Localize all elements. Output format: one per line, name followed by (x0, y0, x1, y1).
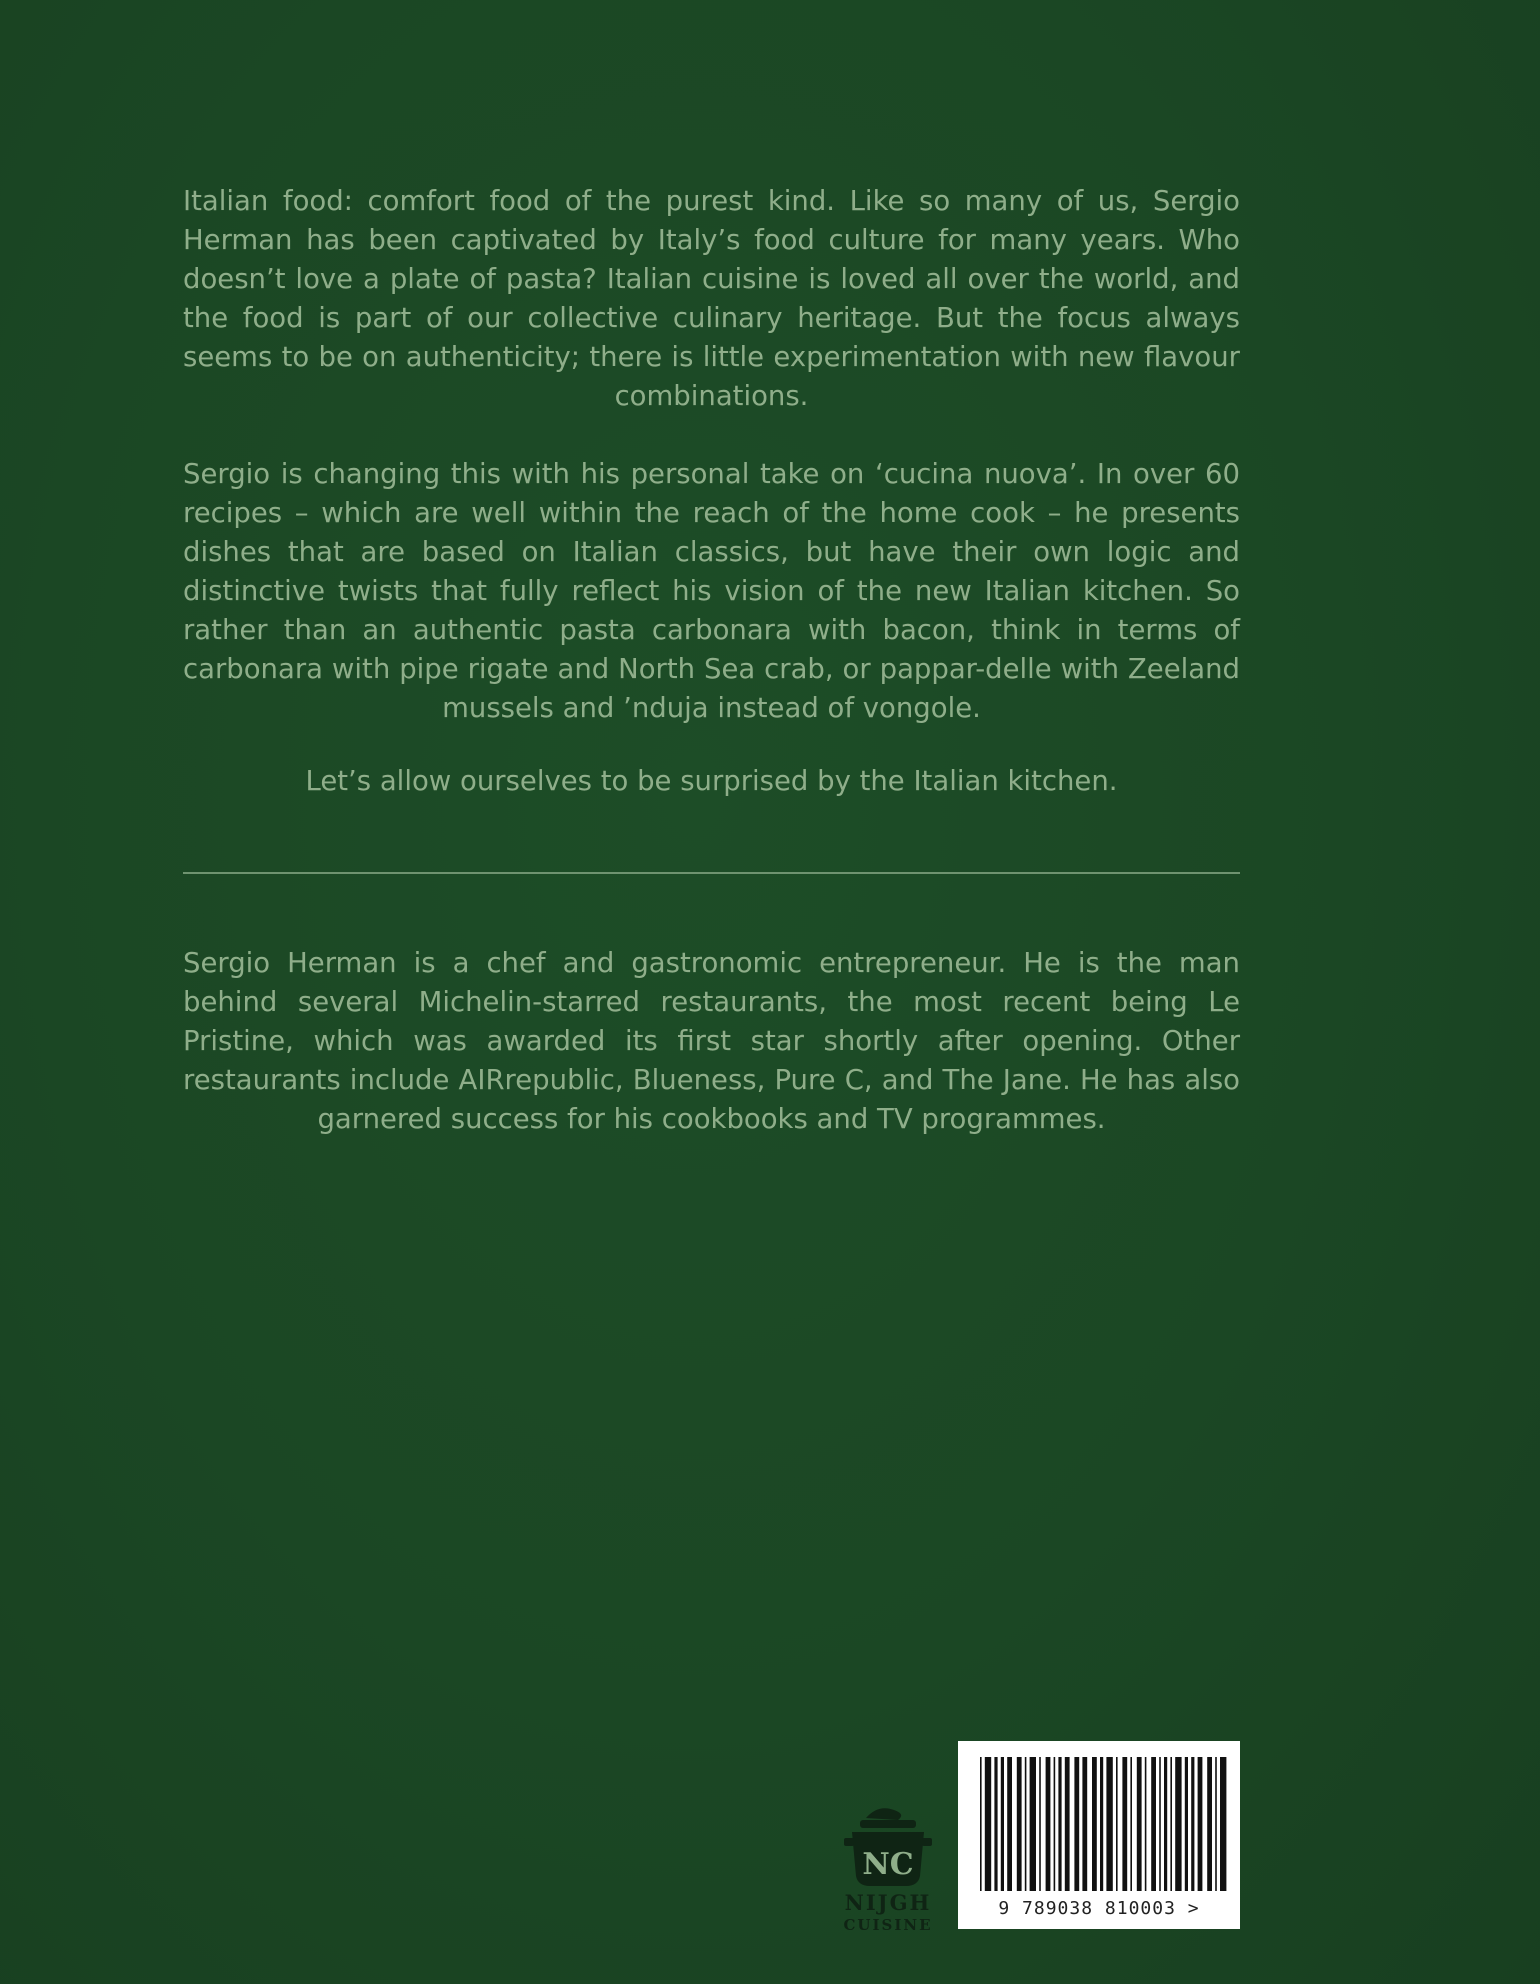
barcode-bar (1001, 1757, 1004, 1891)
barcode-bar (1007, 1757, 1012, 1891)
isbn-barcode (958, 1741, 1240, 1929)
barcode-bar (1164, 1757, 1167, 1891)
publisher-name-line-2: CUISINE (843, 1916, 933, 1934)
barcode-bar (1039, 1757, 1041, 1891)
barcode-bar (1175, 1757, 1181, 1891)
barcode-digits: 9 789038 810003 > (998, 1898, 1200, 1919)
cooking-pot-icon (836, 1802, 936, 1938)
barcode-bars (958, 1741, 1240, 1901)
barcode-bar (1198, 1757, 1203, 1891)
barcode-bar (1046, 1757, 1051, 1891)
barcode-bar (1122, 1757, 1127, 1891)
publisher-name-line-1: NIJGH (844, 1890, 932, 1915)
publisher-monogram: NC (862, 1847, 914, 1882)
barcode-bar (980, 1757, 982, 1891)
blurb-paragraph-1: Italian food: comfort food of the purest kind. Like so many of us, Sergio Herman has been captivated by Italy’s food culture for many years. Who doesn’t love a plate of pasta? Italian cuisine is loved all over the world, and the food is part of our collective culinary heritage. But the focus always seems to be on authenticity; there is little experimentation with new flavour combinations. (183, 185, 1240, 412)
barcode-bar (1092, 1757, 1097, 1891)
barcode-bar (985, 1757, 991, 1891)
barcode-bar (1054, 1757, 1056, 1891)
author-bio (183, 944, 1240, 1178)
barcode-bar (1215, 1757, 1217, 1891)
barcode-bar (1185, 1757, 1188, 1891)
barcode-bar (1170, 1757, 1172, 1891)
barcode-bar (1025, 1757, 1027, 1891)
barcode-bar (1220, 1757, 1226, 1891)
barcode-bar (1159, 1757, 1161, 1891)
blurb-tagline: Let’s allow ourselves to be surprised by the Italian kitchen. (305, 765, 1118, 797)
barcode-bar (1137, 1757, 1142, 1891)
book-blurb (183, 182, 1240, 767)
barcode-bar (1151, 1757, 1156, 1891)
section-divider (183, 872, 1240, 874)
barcode-bar (994, 1757, 997, 1891)
barcode-bar (1130, 1757, 1132, 1891)
barcode-bar (1082, 1757, 1087, 1891)
barcode-bar (1017, 1757, 1022, 1891)
barcode-bar (1116, 1757, 1118, 1891)
barcode-bar (1100, 1757, 1103, 1891)
author-bio-text: Sergio Herman is a chef and gastronomic entrepreneur. He is the man behind several Michelin-starred restaurants, the most recent being Le Pristine, which was awarded its first star shortly after opening. Other restaurants include AIRrepublic, Blueness, Pure C, and The Jane. He has also garnered success for his cookbooks and TV programmes. (183, 947, 1240, 1135)
barcode-bar (1030, 1757, 1036, 1891)
barcode-bar (1065, 1757, 1070, 1891)
barcode-bar (1191, 1757, 1194, 1891)
publisher-logo (836, 1802, 936, 1938)
barcode-bar (1145, 1757, 1147, 1891)
blurb-paragraph-2: Sergio is changing this with his personal take on ‘cucina nuova’. In over 60 recipes – which are well within the reach of the home cook – he presents dishes that are based on Italian classics, but have their own logic and distinctive twists that fully reflect his vision of the new Italian kitchen. So rather than an authentic pasta carbonara with bacon, think in terms of carbonara with pipe rigate and North Sea crab, or pappar-delle with Zeeland mussels and ’nduja instead of vongole. (183, 458, 1240, 724)
barcode-bar (1074, 1757, 1079, 1891)
barcode-bar (1207, 1757, 1212, 1891)
barcode-bar (1106, 1757, 1112, 1891)
barcode-bar (1058, 1757, 1061, 1891)
